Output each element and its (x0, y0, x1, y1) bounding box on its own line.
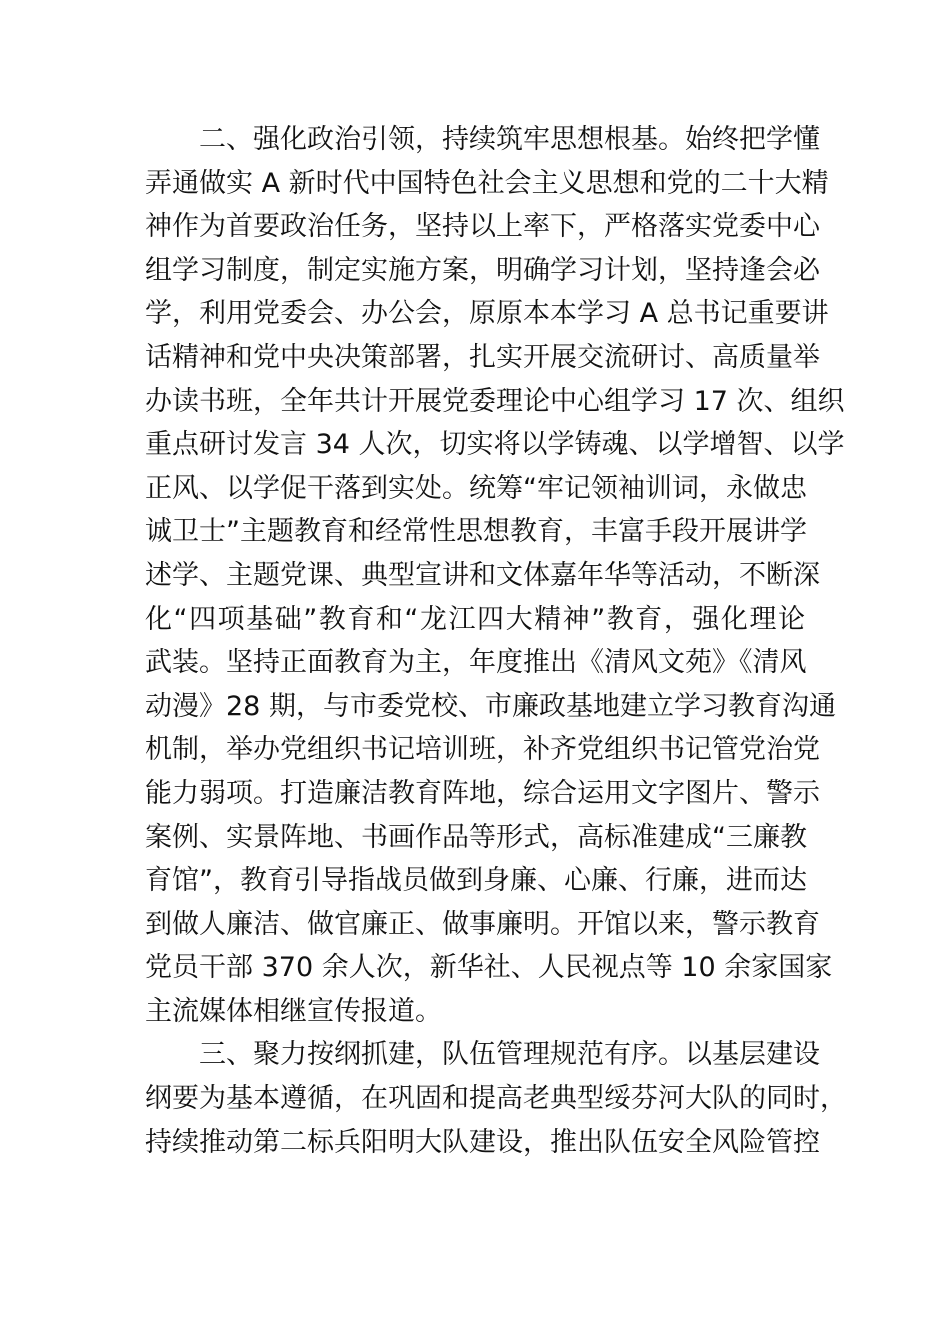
text-line: 话精神和党中央决策部署，扎实开展交流研讨、高质量举 (145, 341, 820, 373)
text-line: 诚卫士”主题教育和经常性思想教育，丰富手段开展讲学 (145, 516, 807, 548)
text-line: 持续推动第二标兵阳明大队建设，推出队伍安全风险管控 (145, 1126, 820, 1158)
text-line: 三、聚力按纲抓建，队伍管理规范有序。以基层建设 (199, 1039, 820, 1071)
text-line: 弄通做实 A 新时代中国特色社会主义思想和党的二十大精 (145, 167, 829, 199)
paragraph-political-guidance (145, 118, 845, 1033)
text-line: 主流媒体相继宣传报道。 (145, 995, 442, 1027)
text-line: 党员干部 370 余人次，新华社、人民视点等 10 余家国家 (145, 952, 833, 984)
text-line: 动漫》28 期，与市委党校、市廉政基地建立学习教育沟通 (145, 690, 836, 722)
text-line: 化“四项基础”教育和“龙江四大精神”教育，强化理论 (145, 603, 805, 635)
document-body (145, 118, 847, 1164)
text-line: 能力弱项。打造廉洁教育阵地，综合运用文字图片、警示 (145, 777, 820, 809)
text-line: 正风、以学促干落到实处。统筹“牢记领袖训词，永做忠 (145, 472, 807, 504)
text-line: 办读书班，全年共计开展党委理论中心组学习 17 次、组织 (145, 385, 845, 417)
text-line: 机制，举办党组织书记培训班，补齐党组织书记管党治党 (145, 734, 820, 766)
text-line: 学，利用党委会、办公会，原原本本学习 A 总书记重要讲 (145, 298, 829, 330)
text-line: 神作为首要政治任务，坚持以上率下，严格落实党委中心 (145, 211, 820, 243)
text-line: 组学习制度，制定实施方案，明确学习计划，坚持逢会必 (145, 254, 820, 286)
text-line: 武装。坚持正面教育为主，年度推出《清风文苑》《清风 (145, 647, 807, 679)
text-line: 重点研讨发言 34 人次，切实将以学铸魂、以学增智、以学 (145, 429, 845, 461)
text-line: 到做人廉洁、做官廉正、做事廉明。开馆以来，警示教育 (145, 908, 820, 940)
text-line: 二、强化政治引领，持续筑牢思想根基。始终把学懂 (199, 124, 820, 155)
text-line: 述学、主题党课、典型宣讲和文体嘉年华等活动，不断深 (145, 559, 820, 591)
text-line: 纲要为基本遵循，在巩固和提高老典型绥芬河大队的同时， (145, 1083, 847, 1115)
text-line: 案例、实景阵地、书画作品等形式，高标准建成“三廉教 (145, 821, 807, 853)
text-line: 育馆”，教育引导指战员做到身廉、心廉、行廉，进而达 (145, 865, 807, 897)
paragraph-team-management (145, 1033, 847, 1164)
